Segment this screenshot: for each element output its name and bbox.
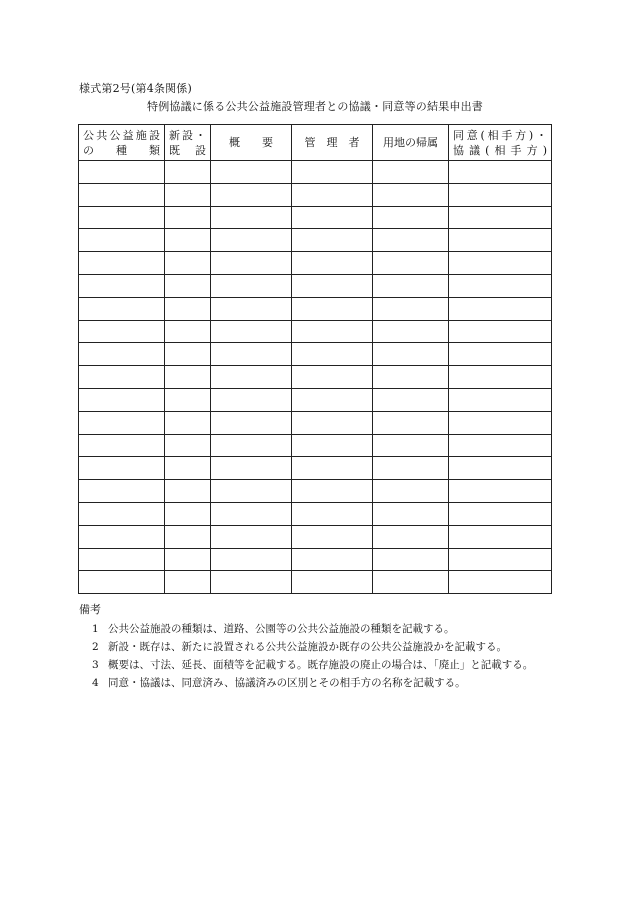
table-cell [165,525,211,548]
table-cell [165,502,211,525]
table-row [79,434,552,457]
table-row [79,525,552,548]
table-cell [292,434,373,457]
header-facility-type-line2: の 種 類 [83,143,160,157]
table-cell [79,571,165,594]
table-cell [79,274,165,297]
table-row [79,297,552,320]
table-cell [449,206,552,229]
table-cell [292,457,373,480]
note-number: 1 [92,623,99,635]
table-cell [79,411,165,434]
notes-heading: 備考 [79,603,101,616]
header-new-existing-line2: 既 設 [169,143,206,157]
table-cell [449,388,552,411]
table-cell [373,366,449,389]
table-cell [211,411,292,434]
note-number: 3 [92,659,99,671]
note-item [92,620,550,638]
table-cell [165,206,211,229]
table-cell [373,252,449,275]
table-cell [165,229,211,252]
table-cell [211,320,292,343]
table-cell [79,480,165,503]
table-row [79,388,552,411]
table-cell [373,457,449,480]
table-cell [373,297,449,320]
table-cell [211,434,292,457]
table-cell [292,320,373,343]
table-cell [211,571,292,594]
table-cell [292,480,373,503]
table-cell [211,161,292,184]
table-cell [211,252,292,275]
table-cell [373,183,449,206]
table-row [79,206,552,229]
header-consent-consultation [449,125,552,161]
table-cell [165,297,211,320]
table-cell [373,320,449,343]
table-cell [449,183,552,206]
table-cell [292,571,373,594]
header-manager [292,125,373,161]
table-cell [292,366,373,389]
table-cell [292,161,373,184]
result-table [78,124,552,594]
note-text: 新設・既存は、新たに設置される公共公益施設か既存の公共公益施設かを記載する。 [108,641,507,653]
table-cell [449,297,552,320]
table-cell [373,343,449,366]
table-cell [292,183,373,206]
table-cell [292,229,373,252]
table-cell [373,388,449,411]
table-cell [373,571,449,594]
header-facility-type-line1: 公共公益施設 [83,128,160,142]
table-cell [165,388,211,411]
table-cell [449,457,552,480]
table-cell [449,434,552,457]
notes-list [92,620,550,692]
table-cell [292,411,373,434]
note-number: 2 [92,641,99,653]
header-consent-line2: 協議(相手方) [453,143,547,157]
table-cell [373,502,449,525]
table-cell [211,206,292,229]
table-cell [165,320,211,343]
table-cell [79,343,165,366]
table-cell [211,480,292,503]
note-item [92,674,550,692]
table-cell [165,434,211,457]
table-cell [165,252,211,275]
table-cell [165,274,211,297]
table-cell [79,388,165,411]
table-cell [165,548,211,571]
table-cell [449,366,552,389]
table-cell [79,434,165,457]
table-cell [79,252,165,275]
header-land-ownership-text: 用地の帰属 [383,136,438,149]
table-cell [211,297,292,320]
table-cell [211,457,292,480]
table-row [79,457,552,480]
table-cell [165,161,211,184]
table-cell [292,297,373,320]
table-cell [373,411,449,434]
table-cell [292,274,373,297]
table-cell [373,274,449,297]
table-cell [165,457,211,480]
table-cell [79,161,165,184]
table-cell [165,411,211,434]
note-number: 4 [92,677,99,689]
table-row [79,161,552,184]
header-new-existing [165,125,211,161]
table-cell [373,206,449,229]
table-cell [292,388,373,411]
table-row [79,183,552,206]
table-row [79,480,552,503]
table-row [79,229,552,252]
table-cell [79,525,165,548]
table-cell [211,366,292,389]
table-cell [449,480,552,503]
header-manager-text: 管 理 者 [304,136,360,149]
table-cell [449,525,552,548]
table-cell [79,297,165,320]
table-row [79,548,552,571]
table-cell [79,206,165,229]
header-consent-line1: 同意(相手方)・ [453,128,547,142]
table-cell [292,548,373,571]
header-row [79,125,552,161]
header-summary [211,125,292,161]
table-row [79,343,552,366]
table-cell [449,571,552,594]
header-summary-text: 概 要 [229,136,273,149]
table-cell [211,183,292,206]
table-cell [211,388,292,411]
table-cell [165,571,211,594]
table-body [79,161,552,594]
note-text: 公共公益施設の種類は、道路、公園等の公共公益施設の種類を記載する。 [108,623,455,635]
note-item [92,638,550,656]
note-text: 同意・協議は、同意済み、協議済みの区別とその相手方の名称を記載する。 [108,677,466,689]
table-cell [292,252,373,275]
table-cell [79,502,165,525]
table-cell [373,161,449,184]
table-cell [449,411,552,434]
table-cell [373,548,449,571]
form-number: 様式第2号(第4条関係) [79,82,192,95]
table-cell [211,548,292,571]
table-cell [449,252,552,275]
table-cell [211,274,292,297]
header-facility-type [79,125,165,161]
note-text: 概要は、寸法、延長、面積等を記載する。既存施設の廃止の場合は、「廃止」と記載する。 [108,659,534,671]
table-cell [449,320,552,343]
table-cell [79,457,165,480]
table-cell [373,480,449,503]
table-cell [292,525,373,548]
table-cell [292,206,373,229]
table-cell [79,548,165,571]
table-cell [373,525,449,548]
table-cell [79,366,165,389]
table-row [79,274,552,297]
table-cell [449,502,552,525]
table-row [79,252,552,275]
table-cell [79,229,165,252]
table-cell [165,183,211,206]
table-cell [165,343,211,366]
table-cell [211,502,292,525]
table-cell [292,343,373,366]
note-item [92,656,550,674]
header-new-existing-line1: 新設・ [169,128,206,142]
table-row [79,571,552,594]
table-cell [449,548,552,571]
table-row [79,502,552,525]
table-cell [79,320,165,343]
table-cell [165,366,211,389]
table-cell [449,343,552,366]
table-cell [211,343,292,366]
table-row [79,411,552,434]
table-cell [211,525,292,548]
table-cell [449,161,552,184]
table-cell [79,183,165,206]
table-cell [373,229,449,252]
table-cell [449,229,552,252]
table-cell [373,434,449,457]
table-cell [211,229,292,252]
table-row [79,366,552,389]
header-land-ownership [373,125,449,161]
table-cell [449,274,552,297]
table-row [79,320,552,343]
document-title: 特例協議に係る公共公益施設管理者との協議・同意等の結果申出書 [147,100,483,113]
table-cell [165,480,211,503]
table-cell [292,502,373,525]
